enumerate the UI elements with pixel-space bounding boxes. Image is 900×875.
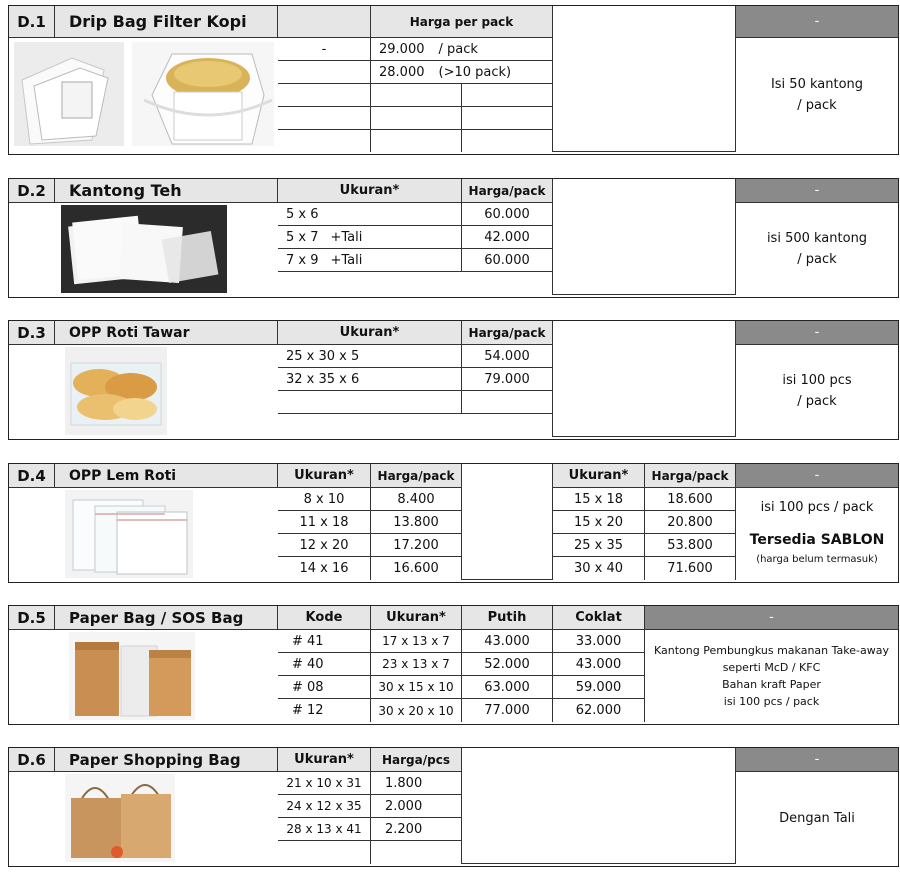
section-d5 xyxy=(8,605,899,725)
item-code: D.2 xyxy=(9,179,55,203)
price-value: 2.200 xyxy=(371,818,462,841)
code-value: # 40 xyxy=(278,653,371,676)
header-price: Harga/pack xyxy=(371,464,462,488)
spacer-column xyxy=(553,179,736,295)
size-value: 23 x 13 x 7 xyxy=(371,653,462,676)
header-code: Kode xyxy=(278,606,371,630)
white-price: 43.000 xyxy=(462,630,553,653)
header-price-right: Harga/pack xyxy=(645,464,736,488)
size-value: 25 x 35 xyxy=(553,534,645,557)
product-image-cell xyxy=(9,488,278,580)
size-extra: +Tali xyxy=(330,229,363,245)
note-line: / pack xyxy=(797,98,837,113)
header-size: Ukuran* xyxy=(278,179,462,203)
item-title: Paper Bag / SOS Bag xyxy=(55,606,278,630)
price-value: 60.000 xyxy=(462,249,553,272)
opp-bag-image xyxy=(65,490,193,578)
size-extra: +Tali xyxy=(330,252,363,268)
spacer-column xyxy=(462,464,553,580)
header-size-right: Ukuran* xyxy=(553,464,645,488)
brown-price: 33.000 xyxy=(553,630,645,653)
note-line: Bahan kraft Paper xyxy=(722,678,821,691)
section-d2 xyxy=(8,178,899,298)
price-value: 8.400 xyxy=(371,488,462,511)
size-value: 12 x 20 xyxy=(278,534,371,557)
section-d4 xyxy=(8,463,899,583)
blank-cell xyxy=(371,841,462,864)
blank-cell xyxy=(278,841,371,864)
header-size: Ukuran* xyxy=(278,464,371,488)
spacer-column xyxy=(553,6,736,152)
size-value: 15 x 18 xyxy=(553,488,645,511)
blank-cell xyxy=(278,414,553,437)
item-notes xyxy=(736,38,898,152)
size-value: 30 x 15 x 10 xyxy=(371,676,462,699)
item-code: D.3 xyxy=(9,321,55,345)
note-line: isi 100 pcs / pack xyxy=(723,695,820,708)
item-notes xyxy=(736,203,898,295)
size-value: 5 x 7 xyxy=(286,229,319,245)
size-value: 5 x 6 xyxy=(286,206,319,222)
header-size: Ukuran* xyxy=(371,606,462,630)
price-value: 18.600 xyxy=(645,488,736,511)
code-value: # 12 xyxy=(278,699,371,722)
white-price: 77.000 xyxy=(462,699,553,722)
brown-price: 43.000 xyxy=(553,653,645,676)
size-value: 11 x 18 xyxy=(278,511,371,534)
price-value: 16.600 xyxy=(371,557,462,580)
size-value: 21 x 10 x 31 xyxy=(278,772,371,795)
dash-header: - xyxy=(736,748,898,772)
note-line: isi 500 kantong xyxy=(766,231,868,246)
item-title: Kantong Teh xyxy=(55,179,278,203)
size-value: 25 x 30 x 5 xyxy=(278,345,462,368)
blank-cell xyxy=(278,272,553,295)
note-line: / pack xyxy=(797,394,837,409)
code-value: # 41 xyxy=(278,630,371,653)
item-title: OPP Lem Roti xyxy=(55,464,278,488)
dash-header: - xyxy=(736,321,898,345)
price-value: 2.000 xyxy=(371,795,462,818)
size-value: 8 x 10 xyxy=(278,488,371,511)
note-small: (harga belum termasuk) xyxy=(756,554,878,565)
price-value: 1.800 xyxy=(371,772,462,795)
price-value: 29.000 xyxy=(379,41,425,57)
sablon-label: Tersedia SABLON xyxy=(749,532,885,548)
spacer-column xyxy=(553,321,736,437)
blank-cell xyxy=(462,130,553,152)
header-price: Harga per pack xyxy=(371,6,553,38)
white-price: 63.000 xyxy=(462,676,553,699)
dash-header: - xyxy=(736,179,898,203)
header-price: Harga/pack xyxy=(462,321,553,345)
item-notes xyxy=(736,345,898,437)
tea-bag-image xyxy=(61,205,227,293)
price-value: 13.800 xyxy=(371,511,462,534)
size-value: 24 x 12 x 35 xyxy=(278,795,371,818)
size-value: 28 x 13 x 41 xyxy=(278,818,371,841)
size-value: 32 x 35 x 6 xyxy=(278,368,462,391)
note-line: seperti McD / KFC xyxy=(722,661,821,674)
blank-cell xyxy=(371,130,462,152)
shopping-bag-image xyxy=(65,774,175,862)
size-value: 7 x 9 xyxy=(286,252,319,268)
item-title: OPP Roti Tawar xyxy=(55,321,278,345)
price-value: 53.800 xyxy=(645,534,736,557)
drip-bag-image xyxy=(12,40,277,150)
product-image-cell xyxy=(9,203,278,295)
size-value: 17 x 13 x 7 xyxy=(371,630,462,653)
size-value: 30 x 40 xyxy=(553,557,645,580)
product-image-cell xyxy=(9,630,278,722)
spacer-column xyxy=(462,748,736,864)
size-row xyxy=(278,249,462,272)
blank-cell xyxy=(278,61,371,84)
price-value: 54.000 xyxy=(462,345,553,368)
price-value: 28.000 xyxy=(379,64,425,80)
blank-cell xyxy=(278,391,462,414)
item-notes xyxy=(736,488,898,580)
item-code: D.6 xyxy=(9,748,55,772)
blank-cell xyxy=(278,130,371,152)
price-value: 17.200 xyxy=(371,534,462,557)
blank-cell xyxy=(278,107,371,130)
paper-bag-image xyxy=(69,632,195,720)
item-title: Paper Shopping Bag xyxy=(55,748,278,772)
note-line: isi 100 pcs / pack xyxy=(760,500,874,515)
section-d3 xyxy=(8,320,899,440)
dash-header: - xyxy=(645,606,898,630)
size-row xyxy=(278,226,462,249)
price-row-1 xyxy=(371,38,553,61)
header-price: Harga/pcs xyxy=(371,748,462,772)
header-size: Ukuran* xyxy=(278,321,462,345)
section-d1 xyxy=(8,5,899,155)
product-image-cell xyxy=(9,772,278,864)
item-code: D.1 xyxy=(9,6,55,38)
item-title: Drip Bag Filter Kopi xyxy=(55,6,278,38)
note-line: isi 100 pcs xyxy=(782,373,852,388)
price-value: 60.000 xyxy=(462,203,553,226)
price-value: 42.000 xyxy=(462,226,553,249)
header-blank xyxy=(278,6,371,38)
price-note: (>10 pack) xyxy=(438,64,512,80)
dash-header: - xyxy=(736,464,898,488)
item-notes xyxy=(645,630,898,722)
note-line: / pack xyxy=(797,252,837,267)
bread-bag-image xyxy=(65,347,167,435)
note-line: Kantong Pembungkus makanan Take-away xyxy=(654,644,889,657)
price-value: 79.000 xyxy=(462,368,553,391)
price-value: 20.800 xyxy=(645,511,736,534)
brown-price: 62.000 xyxy=(553,699,645,722)
size-value: 30 x 20 x 10 xyxy=(371,699,462,722)
blank-cell xyxy=(278,84,371,107)
note-line: Isi 50 kantong xyxy=(770,77,864,92)
item-code: D.4 xyxy=(9,464,55,488)
header-brown: Coklat xyxy=(553,606,645,630)
price-row-dash: - xyxy=(278,38,371,61)
size-row xyxy=(278,203,462,226)
price-row-2 xyxy=(371,61,553,84)
blank-cell xyxy=(462,391,553,414)
header-price: Harga/pack xyxy=(462,179,553,203)
product-image-cell xyxy=(9,38,278,152)
blank-cell xyxy=(462,107,553,130)
header-size: Ukuran* xyxy=(278,748,371,772)
price-value: 71.600 xyxy=(645,557,736,580)
brown-price: 59.000 xyxy=(553,676,645,699)
item-notes xyxy=(736,772,898,864)
header-white: Putih xyxy=(462,606,553,630)
section-d6 xyxy=(8,747,899,867)
note-line: Dengan Tali xyxy=(779,810,855,826)
dash-header: - xyxy=(736,6,898,38)
blank-cell xyxy=(371,84,462,107)
price-note: / pack xyxy=(438,41,478,57)
blank-cell xyxy=(371,107,462,130)
white-price: 52.000 xyxy=(462,653,553,676)
product-image-cell xyxy=(9,345,278,437)
code-value: # 08 xyxy=(278,676,371,699)
size-value: 15 x 20 xyxy=(553,511,645,534)
size-value: 14 x 16 xyxy=(278,557,371,580)
item-code: D.5 xyxy=(9,606,55,630)
blank-cell xyxy=(462,84,553,107)
